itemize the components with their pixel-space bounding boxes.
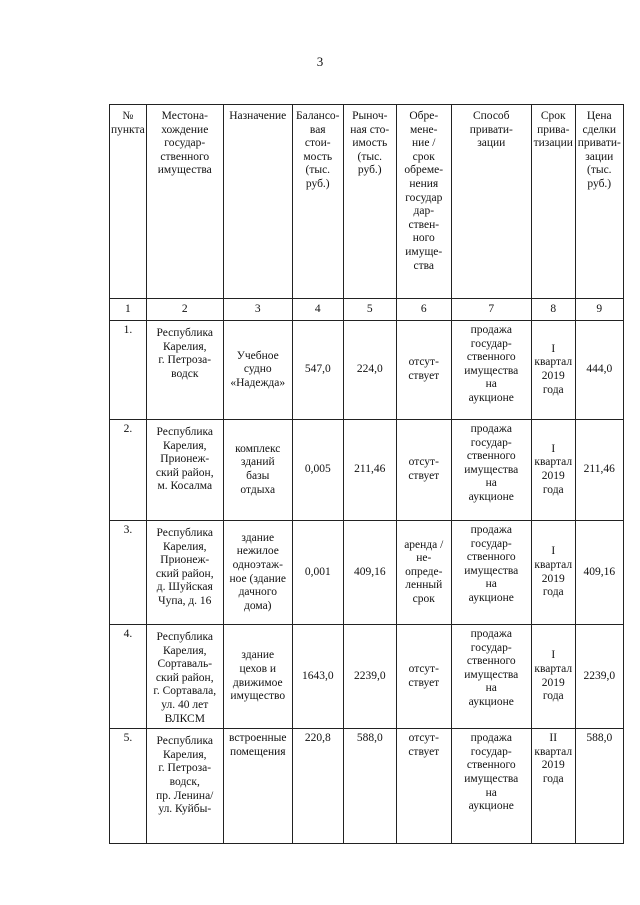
row-number: 5. [110,729,147,844]
column-header: Срок прива- тизации [531,105,575,299]
column-header: № пункта [110,105,147,299]
privatization-method-cell: продажа государ- ственного имущества на аукционе [451,420,531,521]
row-number: 1. [110,321,147,420]
market-value-cell: 588,0 [343,729,396,844]
column-header: Цена сделки привати- зации (тыс. руб.) [575,105,623,299]
column-header: Рыноч- ная сто- имость (тыс. руб.) [343,105,396,299]
privatization-term-cell: II квартал 2019 года [531,729,575,844]
deal-price-cell: 409,16 [575,521,623,625]
balance-value-cell: 220,8 [292,729,343,844]
encumbrance-cell: отсут- ствует [396,729,451,844]
column-header: Обре- мене- ние / срок обреме- нения государ дар- ствен- ного имуще- ства [396,105,451,299]
page-number: 3 [316,54,324,69]
balance-value-cell: 0,001 [292,521,343,625]
privatization-method-cell: продажа государ- ственного имущества на аукционе [451,321,531,420]
privatization-term-cell: I квартал 2019 года [531,420,575,521]
privatization-table [109,104,624,844]
purpose-cell: здание цехов и движимое имущество [223,625,292,729]
table-row [110,729,624,844]
column-number-row [110,299,624,321]
market-value-cell: 211,46 [343,420,396,521]
column-number: 4 [292,299,343,321]
balance-value-cell: 1643,0 [292,625,343,729]
purpose-cell: Учебное судно «Надежда» [223,321,292,420]
row-number: 4. [110,625,147,729]
privatization-method-cell: продажа государ- ственного имущества на аукционе [451,521,531,625]
table-row [110,321,624,420]
table-row [110,521,624,625]
privatization-term-cell: I квартал 2019 года [531,321,575,420]
purpose-cell: комплекс зданий базы отдыха [223,420,292,521]
column-number: 9 [575,299,623,321]
column-number: 8 [531,299,575,321]
balance-value-cell: 0,005 [292,420,343,521]
encumbrance-cell: аренда / не- опреде- ленный срок [396,521,451,625]
column-header: Способ привати- зации [451,105,531,299]
privatization-method-cell: продажа государ- ственного имущества на аукционе [451,625,531,729]
location-cell: Республика Карелия, Прионеж- ский район, м. Косалма [146,420,223,521]
deal-price-cell: 588,0 [575,729,623,844]
purpose-cell: здание нежилое одноэтаж- ное (здание дачного дома) [223,521,292,625]
privatization-method-cell: продажа государ- ственного имущества на аукционе [451,729,531,844]
encumbrance-cell: отсут- ствует [396,420,451,521]
privatization-term-cell: I квартал 2019 года [531,521,575,625]
location-cell: Республика Карелия, Прионеж- ский район, д. Шуйская Чупа, д. 16 [146,521,223,625]
column-number: 2 [146,299,223,321]
column-number: 1 [110,299,147,321]
row-number: 2. [110,420,147,521]
market-value-cell: 409,16 [343,521,396,625]
row-number: 3. [110,521,147,625]
column-number: 3 [223,299,292,321]
column-number: 6 [396,299,451,321]
privatization-term-cell: I квартал 2019 года [531,625,575,729]
column-header: Балансо- вая стои- мость (тыс. руб.) [292,105,343,299]
deal-price-cell: 2239,0 [575,625,623,729]
purpose-cell: встроенные помещения [223,729,292,844]
table-row [110,625,624,729]
column-number: 5 [343,299,396,321]
location-cell: Республика Карелия, Сортаваль- ский район, г. Сортавала, ул. 40 лет ВЛКСМ [146,625,223,729]
encumbrance-cell: отсут- ствует [396,625,451,729]
deal-price-cell: 211,46 [575,420,623,521]
market-value-cell: 224,0 [343,321,396,420]
header-row [110,105,624,299]
table-row [110,420,624,521]
balance-value-cell: 547,0 [292,321,343,420]
column-number: 7 [451,299,531,321]
deal-price-cell: 444,0 [575,321,623,420]
location-cell: Республика Карелия, г. Петроза- водск, пр. Ленина/ ул. Куйбы- [146,729,223,844]
column-header: Местона- хождение государ- ственного имущества [146,105,223,299]
column-header: Назначение [223,105,292,299]
encumbrance-cell: отсут- ствует [396,321,451,420]
location-cell: Республика Карелия, г. Петроза- водск [146,321,223,420]
market-value-cell: 2239,0 [343,625,396,729]
